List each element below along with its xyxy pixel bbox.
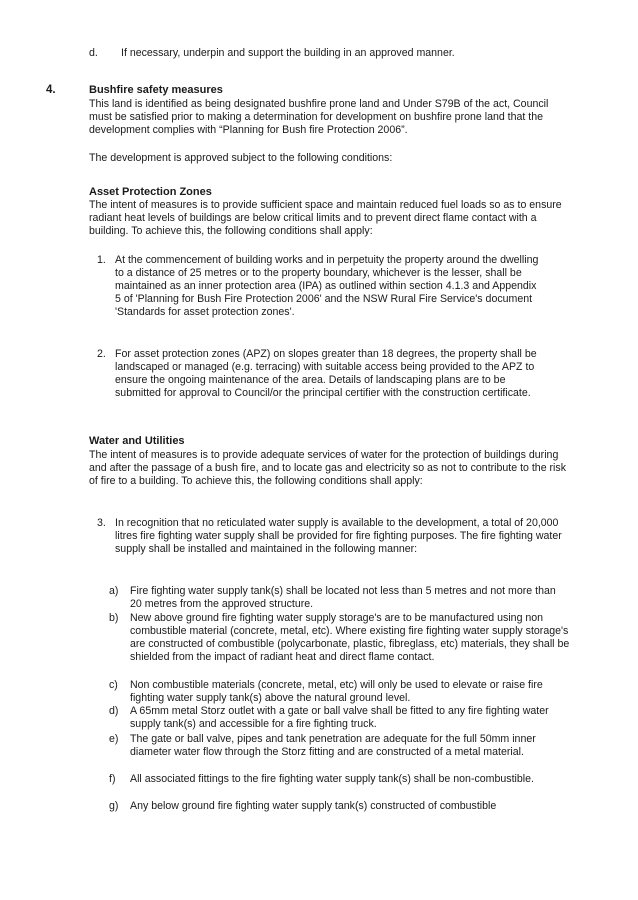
subitem-a-text: Fire fighting water supply tank(s) shall be located not less than 5 metres and not more than 20 metres from the approved structure. [130, 585, 556, 610]
top-item-text: If necessary, underpin and support the building in an approved manner. [121, 47, 455, 59]
section-number: 4. [46, 84, 56, 96]
subitem-b-text: New above ground fire fighting water supply storage's are to be manufactured using non combustible material (concrete, metal, etc). Where existing fire fighting water supply storage's are constructed of combustible (polycarbonate, plastic, fibreglass, etc) materials, they shall be shielded from the impact of radiant heat and direct flame contact. [130, 612, 570, 663]
section-title: Bushfire safety measures [89, 84, 223, 96]
subitem-e-text: The gate or ball valve, pipes and tank penetration are adequate for the full 50mm inner diameter water flow through the Storz fitting and are constructed of a metal material. [130, 733, 536, 758]
top-item-letter: d. [89, 47, 98, 59]
apz-heading: Asset Protection Zones [89, 186, 212, 198]
subitem-f-text: All associated fittings to the fire fighting water supply tank(s) shall be non-combustible. [130, 773, 534, 785]
subitem-c-letter: c) [109, 679, 118, 691]
subitem-f-letter: f) [109, 773, 116, 785]
apz-item-2-text: For asset protection zones (APZ) on slopes greater than 18 degrees, the property shall be landscaped or managed (e.g. terracing) with suitable access being provided to the APZ to ensure the ongoing maintenance of the area. Details of landscaping plans are to be submitted for approval to Council/or the principal certifier with the construction certificate. [115, 348, 537, 399]
subitem-d-text: A 65mm metal Storz outlet with a gate or ball valve shall be fitted to any fire fighting water supply tank(s) and accessible for a fire fighting truck. [130, 705, 549, 730]
section-intro: This land is identified as being designated bushfire prone land and Under S79B of the act, Council must be satisfied prior to making a determination for development on bushfire prone land that the development complies with “Planning for Bush fire Protection 2006”. [89, 98, 549, 136]
subitem-g-text: Any below ground fire fighting water supply tank(s) constructed of combustible [130, 800, 497, 812]
apz-item-1-number: 1. [97, 254, 106, 266]
water-item-3-number: 3. [97, 517, 106, 529]
water-item-3-text: In recognition that no reticulated water supply is available to the development, a total of 20,000 litres fire fighting water supply shall be provided for fire fighting purposes. The fire fighting water supply shall be installed and maintained in the following manner: [115, 517, 562, 555]
subitem-b-letter: b) [109, 612, 119, 624]
apz-item-2-number: 2. [97, 348, 106, 360]
apz-item-1-text: At the commencement of building works and in perpetuity the property around the dwelling to a distance of 25 metres or to the property boundary, whichever is the lesser, shall be maintained as an inner protection area (IPA) as outlined within section 4.1.3 and Appendix 5 of 'Planning for Bush Fire Protection 2006' and the NSW Rural Fire Service's document 'Standards for asset protection zones'. [115, 254, 539, 318]
apz-intro: The intent of measures is to provide sufficient space and maintain reduced fuel loads so as to ensure radiant heat levels of buildings are below critical limits and to prevent direct flame contact with a building. To achieve this, the following conditions shall apply: [89, 199, 562, 237]
water-heading: Water and Utilities [89, 435, 185, 447]
subitem-a-letter: a) [109, 585, 119, 597]
subitem-d-letter: d) [109, 705, 119, 717]
water-intro: The intent of measures is to provide adequate services of water for the protection of buildings during and after the passage of a bush fire, and to locate gas and electricity so as not to contribute to the risk of fire to a building. To achieve this, the following conditions shall apply: [89, 449, 567, 487]
subitem-g-letter: g) [109, 800, 119, 812]
subitem-c-text: Non combustible materials (concrete, metal, etc) will only be used to elevate or raise fire fighting water supply tank(s) above the natural ground level. [130, 679, 543, 704]
subitem-e-letter: e) [109, 733, 119, 745]
section-approval: The development is approved subject to the following conditions: [89, 152, 393, 164]
